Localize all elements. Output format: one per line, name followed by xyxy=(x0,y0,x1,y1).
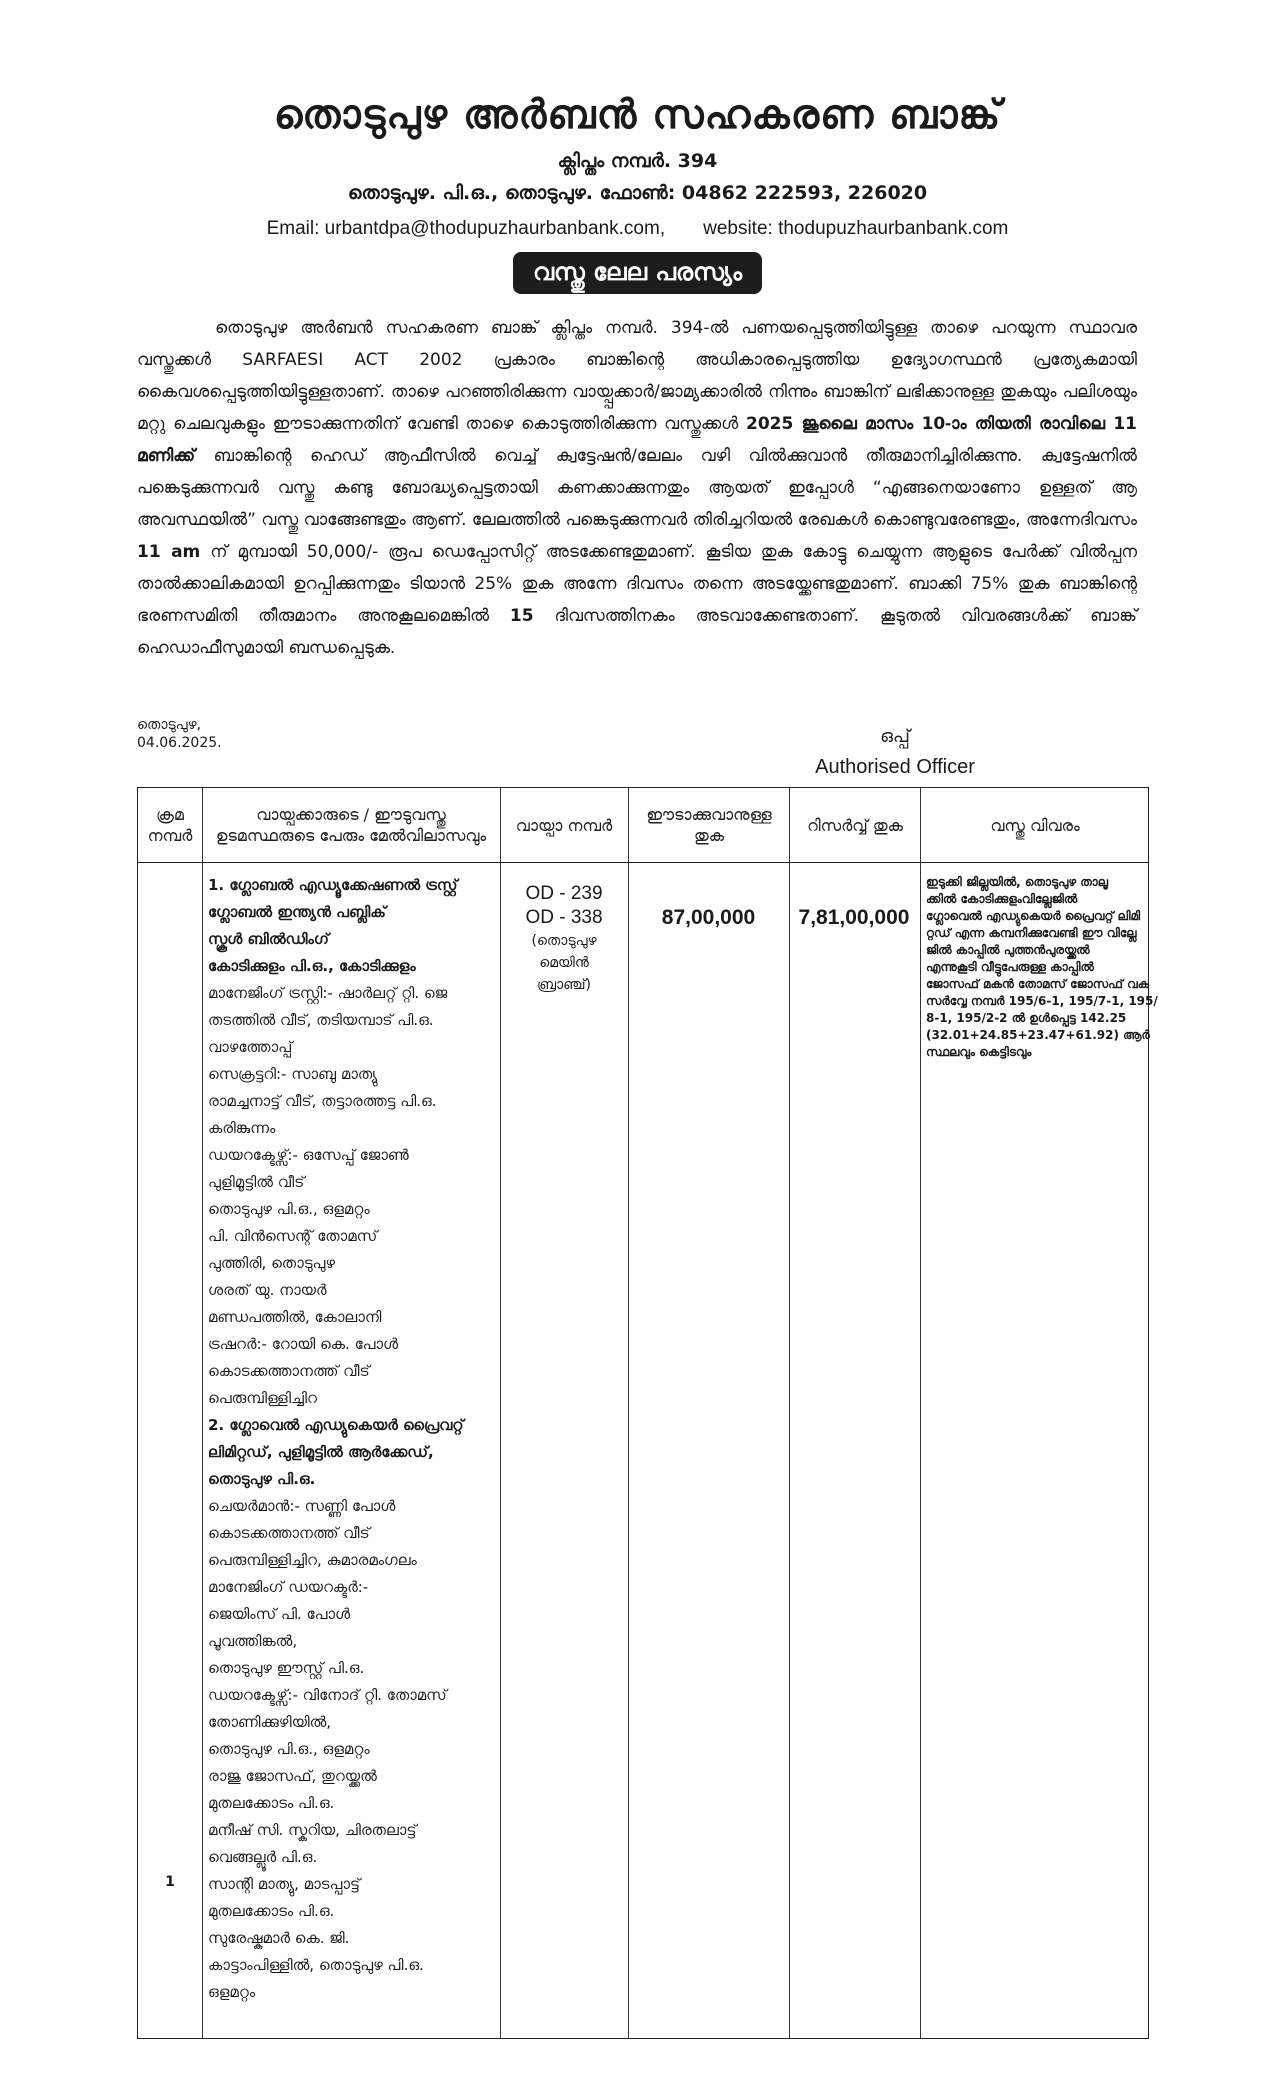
borrower-line: ഡയറക്ടേഴ്സ്:- വിനോദ് റ്റി. തോമസ് xyxy=(208,1686,447,1704)
borrower-line: തൊടുപുഴ പി.ഒ., ഒളമറ്റം xyxy=(208,1200,370,1218)
website: website: thodupuzhaurbanbank.com xyxy=(703,218,1009,239)
reserve-price: 7,81,00,000 xyxy=(798,906,910,929)
header-property-details: വസ്തു വിവരം xyxy=(990,815,1080,835)
loan-number-cell xyxy=(500,862,628,996)
borrower-line: ജെയിംസ് പി. പോൾ xyxy=(208,1605,351,1623)
borrower-line: ലിമിറ്റഡ്, പുളിമൂട്ടിൽ ആർക്കേഡ്, xyxy=(208,1443,434,1461)
borrower-line: സ്കൂൾ ബിൽഡിംഗ് xyxy=(208,930,329,948)
borrower-line: തോണിക്കുഴിയിൽ, xyxy=(208,1713,332,1731)
payment-days: 15 xyxy=(509,606,534,626)
borrower-line: കാട്ടാംപിള്ളിൽ, തൊടുപുഴ പി.ഒ. xyxy=(208,1956,424,1974)
registration-number: ക്ലിപ്തം നമ്പർ. 394 xyxy=(557,150,718,172)
borrower-line: പെരുമ്പിള്ളിച്ചിറ xyxy=(208,1389,317,1407)
bank-address: തൊടുപുഴ. പി.ഒ., തൊടുപുഴ. ഫോൺ: 04862 222593, 226020 xyxy=(347,182,928,204)
borrower-line: 2. ഗ്ലോവെൽ എഡ്യുകെയർ പ്രൈവറ്റ് xyxy=(208,1416,464,1434)
property-line: റ്റഡ് എന്ന കമ്പനിക്കുവേണ്ടി ഈ വില്ലേ xyxy=(926,926,1137,940)
row-sl-no: 1 xyxy=(165,1874,175,1890)
borrower-line: കൊടക്കത്താനത്ത് വീട് xyxy=(208,1362,370,1380)
column-divider xyxy=(202,788,203,2038)
borrower-list xyxy=(208,862,498,2006)
authorised-officer: Authorised Officer xyxy=(815,756,975,778)
body-part-4: ദിവസത്തിനകം അടവാക്കേണ്ടതാണ്. കൂടുതൽ വിവരങ്ങൾക്ക് ബാങ്ക് ഹെഡാഫീസുമായി ബന്ധപ്പെടുക. xyxy=(137,606,1137,658)
borrower-line: ഗ്ലോബൽ ഇന്ത്യൻ പബ്ലിക് xyxy=(208,903,386,921)
borrower-line: മുതലക്കോടം പി.ഒ. xyxy=(208,1902,335,1920)
signature-label: ഒപ്പ് xyxy=(880,726,910,747)
email: Email: urbantdpa@thodupuzhaurbanbank.com, xyxy=(266,218,666,239)
borrower-line: സാന്റി മാത്യു, മാടപ്പാട്ട് xyxy=(208,1875,361,1893)
branch-line: ബ്രാഞ്ച്) xyxy=(537,977,591,993)
notice-body xyxy=(137,312,1137,664)
branch-line: മെയിൻ xyxy=(539,955,589,971)
property-line: ക്കിൽ കോടിക്കുളംവില്ലേജിൽ xyxy=(926,892,1078,906)
place-date xyxy=(137,716,222,752)
borrower-line: പി. വിൻസെന്റ് തോമസ് xyxy=(208,1227,378,1245)
body-part-2: ബാങ്കിന്റെ ഹെഡ് ആഫീസിൽ വെച്ച് ക്വട്ടേഷൻ/ലേലം വഴി വിൽക്കുവാൻ തീരുമാനിച്ചിരിക്കുന്നു. ക്വട്ടേഷനിൽ പങ്കെടുക്കുന്നവർ വസ്തു കണ്ടു ബോദ്ധ്യപ്പെട്ടതായി കണക്കാക്കുന്നതും ആയത് ഇപ്പോൾ “എങ്ങനെയാണോ ഉള്ളത് ആ അവസ്ഥയിൽ” വസ്തു വാങ്ങേണ്ടതും ആണ്. ലേലത്തിൽ പങ്കെടുക്കുന്നവർ തിരിച്ചറിയൽ രേഖകൾ കൊണ്ടുവരേണ്ടതും, അന്നേദിവസം xyxy=(137,446,1137,530)
property-line: സർവ്വേ നമ്പർ 195/6-1, 195/7-1, 195/ xyxy=(926,994,1158,1008)
borrower-line: കോടിക്കുളം പി.ഒ., കോടിക്കുളം xyxy=(208,957,416,975)
header-amount-due: ഈടാക്കുവാനുള്ള തുക xyxy=(646,805,772,845)
borrower-line: ചെയർമാൻ:- സണ്ണി പോൾ xyxy=(208,1497,396,1515)
property-line: (32.01+24.85+23.47+61.92) ആർ xyxy=(926,1028,1150,1042)
borrower-line: രാമച്ചനാട്ട് വീട്, തട്ടാരത്തട്ട പി.ഒ. xyxy=(208,1092,437,1110)
header-sl-no: ക്രമ നമ്പർ xyxy=(147,805,193,845)
auction-date: 2025 ജൂലൈ മാസം 10-ാം തിയതി രാവിലെ 11 മണിക്ക് xyxy=(137,414,1137,466)
borrower-line: കരിങ്കുന്നം xyxy=(208,1119,276,1137)
borrower-line: സെക്രട്ടറി:- സാബു മാത്യു xyxy=(208,1065,378,1083)
property-line: എന്നുകൂടി വീട്ടുപേരുള്ള കാപ്പിൽ xyxy=(926,960,1094,974)
borrower-line: സുരേഷ്കുമാർ കെ. ജി. xyxy=(208,1929,350,1947)
column-divider xyxy=(628,788,629,2038)
property-line: ഇടുക്കി ജില്ലയിൽ, തൊടുപുഴ താലൂ xyxy=(926,875,1108,889)
property-line: ജിൽ കാപ്പിൽ പുത്തൻപുരയ്ക്കൽ xyxy=(926,943,1090,957)
loan-number: OD - 239 xyxy=(525,883,603,904)
property-table xyxy=(137,787,1158,2039)
branch-line: (തൊടുപുഴ xyxy=(531,933,597,949)
body-part-1: തൊടുപുഴ അർബൻ സഹകരണ ബാങ്ക് ക്ലിപ്തം നമ്പർ. 394-ൽ പണയപ്പെടുത്തിയിട്ടുള്ള താഴെ പറയുന്ന സ്ഥാവര വസ്തുക്കൾ SARFAESI ACT 2002 പ്രകാരം ബാങ്കിന്റെ അധികാരപ്പെടുത്തിയ ഉദ്യോഗസ്ഥൻ പ്രത്യേകമായി കൈവശപ്പെടുത്തിയിട്ടുള്ളതാണ്. താഴെ പറഞ്ഞിരിക്കുന്ന വായ്പ്പക്കാർ/ജാമ്യക്കാരിൽ നിന്നും ബാങ്കിന് ലഭിക്കാനുള്ള തുകയും പലിശയും മറ്റു ചെലവുകളും ഈടാക്കുന്നതിന് വേണ്ടി താഴെ കൊടുത്തിരിക്കുന്ന വസ്തുക്കൾ xyxy=(137,318,1137,434)
date: 04.06.2025. xyxy=(137,735,222,751)
column-divider xyxy=(920,788,921,2038)
property-line: 8-1, 195/2-2 ൽ ഉൾപ്പെട്ട 142.25 xyxy=(926,1011,1127,1025)
property-line: സ്ഥലവും കെട്ടിടവും xyxy=(926,1045,1032,1059)
contact-line xyxy=(0,218,1275,240)
borrower-line: മാനേജിംഗ് ട്രസ്റ്റി:- ഷാർലറ്റ് റ്റി. ജെ xyxy=(208,984,448,1002)
loan-number: OD - 338 xyxy=(525,907,603,928)
borrower-line: മണ്ഡപത്തിൽ, കോലാനി xyxy=(208,1308,382,1326)
bank-name: തൊടുപുഴ അർബൻ സഹകരണ ബാങ്ക് xyxy=(273,92,1002,138)
borrower-line: മാനേജിംഗ് ഡയറക്ടർ:- xyxy=(208,1578,369,1596)
borrower-line: രാജു ജോസഫ്, തുറയ്ക്കൽ xyxy=(208,1767,377,1785)
borrower-line: ഒളമറ്റം xyxy=(208,1983,256,2001)
body-part-3: ന് മുമ്പായി 50,000/- രൂപ ഡെപ്പോസിറ്റ് അടക്കേണ്ടതുമാണ്. കൂടിയ തുക കോട്ടു ചെയ്യുന്ന ആളുടെ പേർക്ക് വിൽപ്പന താൽക്കാലികമായി ഉറപ്പിക്കുന്നതും ടിയാൻ 25% തുക അന്നേ ദിവസം തന്നെ അടയ്ക്കേണ്ടതുമാണ്. ബാക്കി 75% തുക ബാങ്കിന്റെ ഭരണസമിതി തീരുമാനം അനുകൂലമെങ്കിൽ xyxy=(137,542,1138,626)
borrower-line: മുതലക്കോടം പി.ഒ. xyxy=(208,1794,335,1812)
property-line: ഗ്ലോവെൽ എഡ്യുകെയർ പ്രൈവറ്റ് ലിമി xyxy=(926,909,1141,923)
borrower-line: വെങ്ങല്ലൂർ പി.ഒ. xyxy=(208,1848,318,1866)
borrower-line: ശരത് യു. നായർ xyxy=(208,1281,327,1299)
borrower-line: പെരുമ്പിള്ളിച്ചിറ, കുമാരമംഗലം xyxy=(208,1551,417,1569)
place: തൊടുപുഴ, xyxy=(137,717,202,733)
column-divider xyxy=(789,788,790,2038)
borrower-line: കൊടക്കത്താനത്ത് വീട് xyxy=(208,1524,370,1542)
header-reserve-price: റിസർവ്വ് തുക xyxy=(807,815,903,835)
borrower-line: വാഴത്തോപ്പ് xyxy=(208,1038,293,1056)
banner-wrap xyxy=(0,252,1275,294)
borrower-line: തടത്തിൽ വീട്, തടിയമ്പാട് പി.ഒ. xyxy=(208,1011,434,1029)
borrower-line: പുത്തിരി, തൊടുപുഴ xyxy=(208,1254,335,1272)
amount-due: 87,00,000 xyxy=(661,906,756,929)
borrower-line: മനീഷ് സി. സ്കറിയ, ചിരതലാട്ട് xyxy=(208,1821,417,1839)
borrower-line: ഡയറക്ടേഴ്സ്:- ഒസേപ്പ് ജോൺ xyxy=(208,1146,409,1164)
borrower-line: തൊടുപുഴ ഈസ്റ്റ് പി.ഒ. xyxy=(208,1659,365,1677)
deposit-time: 11 am xyxy=(137,542,201,562)
header-borrowers: വായ്പക്കാരുടെ / ഈടുവസ്തു ഉടമസ്ഥരുടെ പേരും മേൽവിലാസവും xyxy=(215,805,487,845)
borrower-line: പൂവത്തിങ്കൽ, xyxy=(208,1632,298,1650)
borrower-line: പുളിമൂട്ടിൽ വീട് xyxy=(208,1173,305,1191)
borrower-line: ട്രഷറർ:- റോയി കെ. പോൾ xyxy=(208,1335,399,1353)
borrower-line: തൊടുപുഴ പി.ഒ., ഒളമറ്റം xyxy=(208,1740,370,1758)
property-line: ജോസഫ് മകൻ തോമസ് ജോസഫ് വക xyxy=(926,977,1150,991)
notice-title-banner: വസ്തു ലേല പരസ്യം xyxy=(513,252,762,294)
header-loan-number: വായ്പാ നമ്പർ xyxy=(515,815,613,835)
borrower-line: 1. ഗ്ലോബൽ എഡ്യൂക്കേഷണൽ ട്രസ്റ്റ് xyxy=(208,876,458,894)
property-details xyxy=(926,862,1158,1061)
signature-block xyxy=(800,722,990,782)
borrower-line: തൊടുപുഴ പി.ഒ. xyxy=(208,1470,316,1488)
